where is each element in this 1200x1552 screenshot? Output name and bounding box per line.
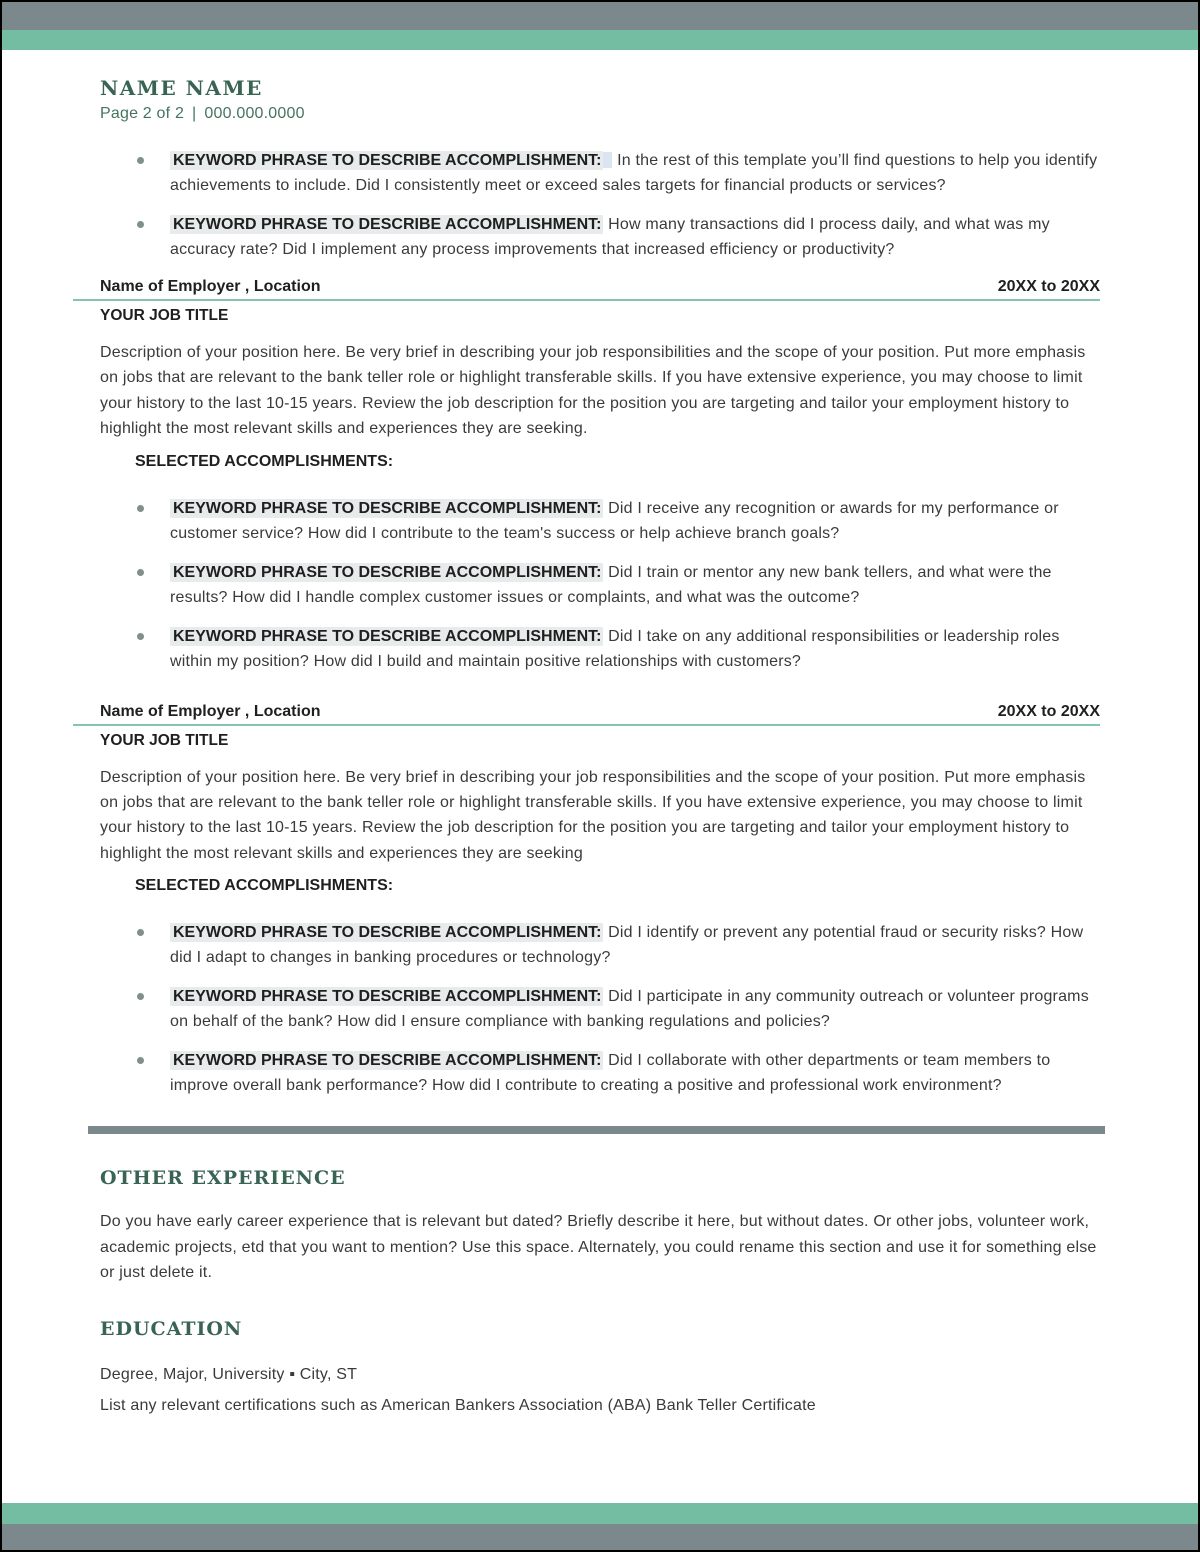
accomplishment-bullet [100,624,1100,674]
page-header [100,76,1100,123]
bullet-dot-icon [137,157,144,164]
bullet-dot-icon [137,221,144,228]
selected-accomplishments-label: SELECTED ACCOMPLISHMENTS: [135,452,394,470]
keyword-phrase: KEYWORD PHRASE TO DESCRIBE ACCOMPLISHMENT: [170,215,603,234]
accomplishment-bullet [100,984,1100,1034]
bullet-dot-icon [137,569,144,576]
bullet-text [170,920,1100,970]
keyword-phrase: KEYWORD PHRASE TO DESCRIBE ACCOMPLISHMENT: [170,151,603,170]
bullet-text [170,624,1100,674]
job-section-2 [100,703,1100,1099]
job-title: YOUR JOB TITLE [100,731,229,749]
section-divider-bar [88,1126,1105,1134]
keyword-phrase: KEYWORD PHRASE TO DESCRIBE ACCOMPLISHMENT: [170,1051,603,1070]
job-accomplishment-list [100,920,1100,1098]
bullet-body-text: Did I collaborate with other departments or team members to improve overall bank performance? How did I contribute to creating a positive and professional work environment? [170,1052,1051,1095]
bullet-dot-icon [137,1057,144,1064]
page-info-line [100,105,1100,123]
certifications-line: List any relevant certifications such as American Bankers Association (ABA) Bank Teller Certificate [100,1397,816,1415]
employer-row [73,278,1100,301]
job-description: Description of your position here. Be very brief in describing your job responsibilities and the scope of your position. Put more emphasis on jobs that are relevant to the bank teller role or highlight transferable skills. If you have extensive experience, you may choose to limit your history to the last 10-15 years. Review the job description for the position you are targeting and tailor your employment history to highlight the most relevant skills and experiences they are seeking. [100,344,1086,438]
bullet-body-text: Did I take on any additional responsibilities or leadership roles within my position? How did I build and maintain positive relationships with customers? [170,627,1060,670]
job-accomplishment-list [100,496,1100,674]
employer-name: Name of Employer , Location [100,278,321,295]
bottom-accent-bars [2,1503,1198,1550]
job-description: Description of your position here. Be very brief in describing your job responsibilities and the scope of your position. Put more emphasis on jobs that are relevant to the bank teller role or highlight transferable skills. If you have extensive experience, you may choose to limit your history to the last 10-15 years. Review the job description for the position you are targeting and tailor your employment history to highlight the most relevant skills and experiences they are seeking [100,768,1086,862]
bullet-dot-icon [137,929,144,936]
highlight-tail [603,152,612,168]
bullet-text [170,496,1100,546]
accomplishment-bullet [100,496,1100,546]
bullet-body-text: In the rest of this template you’ll find questions to help you identify achievements to include. Did I consistently meet or exceed sales targets for financial products or services? [170,152,1098,194]
employer-row [73,703,1100,726]
accomplishment-bullet [100,148,1100,198]
bullet-body-text: Did I train or mentor any new bank tellers, and what were the results? How did I handle complex customer issues or complaints, and what was the outcome? [170,563,1052,606]
bullet-dot-icon [137,993,144,1000]
phone-number: 000.000.0000 [204,105,305,122]
intro-accomplishment-list [100,148,1100,262]
accomplishment-bullet [100,560,1100,610]
bottom-gray-accent-bar [2,1524,1198,1550]
page-info-separator: | [192,105,197,122]
job-section-1 [100,278,1100,674]
other-experience-heading: OTHER EXPERIENCE [100,1167,346,1190]
degree-line: Degree, Major, University ▪ City, ST [100,1366,358,1384]
page-content [100,76,1100,1415]
bullet-body-text: How many transactions did I process daily, and what was my accuracy rate? Did I implement any process improvements that increased efficiency or productivity? [170,216,1050,258]
job-title: YOUR JOB TITLE [100,307,229,324]
candidate-name: NAME NAME [100,76,263,100]
selected-accomplishments-label: SELECTED ACCOMPLISHMENTS: [135,877,394,895]
other-experience-body: Do you have early career experience that is relevant but dated? Briefly describe it here, but without dates. Or other jobs, volunteer work, academic projects, etd that you want to mention? Use this space. Alternately, you could rename this section and use it for something else or just delete it. [100,1213,1097,1282]
top-gray-accent-bar [2,2,1198,30]
bullet-dot-icon [137,633,144,640]
bottom-green-accent-bar [2,1503,1198,1524]
accomplishment-bullet [100,212,1100,262]
top-green-accent-bar [2,30,1198,50]
keyword-phrase: KEYWORD PHRASE TO DESCRIBE ACCOMPLISHMENT: [170,923,603,942]
bullet-dot-icon [137,505,144,512]
bullet-text [170,212,1100,262]
bullet-text [170,1048,1100,1098]
employment-dates: 20XX to 20XX [997,702,1100,720]
bullet-text [170,560,1100,610]
bullet-text [170,148,1100,198]
bullet-body-text: Did I receive any recognition or awards for my performance or customer service? How did I contribute to the team's success or help achieve branch goals? [170,499,1059,542]
keyword-phrase: KEYWORD PHRASE TO DESCRIBE ACCOMPLISHMENT: [170,987,603,1006]
accomplishment-bullet [100,920,1100,970]
employment-dates: 20XX to 20XX [997,278,1100,295]
keyword-phrase: KEYWORD PHRASE TO DESCRIBE ACCOMPLISHMENT: [170,563,603,582]
bullet-body-text: Did I identify or prevent any potential fraud or security risks? How did I adapt to changes in banking procedures or technology? [170,924,1084,967]
bullet-body-text: Did I participate in any community outreach or volunteer programs on behalf of the bank? How did I ensure compliance with banking regulations and policies? [170,988,1089,1031]
education-heading: EDUCATION [100,1318,243,1341]
keyword-phrase: KEYWORD PHRASE TO DESCRIBE ACCOMPLISHMENT: [170,499,603,518]
accomplishment-bullet [100,1048,1100,1098]
page-number-label: Page 2 of 2 [100,105,185,122]
employer-name: Name of Employer , Location [100,702,321,720]
keyword-phrase: KEYWORD PHRASE TO DESCRIBE ACCOMPLISHMENT: [170,627,603,646]
bullet-text [170,984,1100,1034]
